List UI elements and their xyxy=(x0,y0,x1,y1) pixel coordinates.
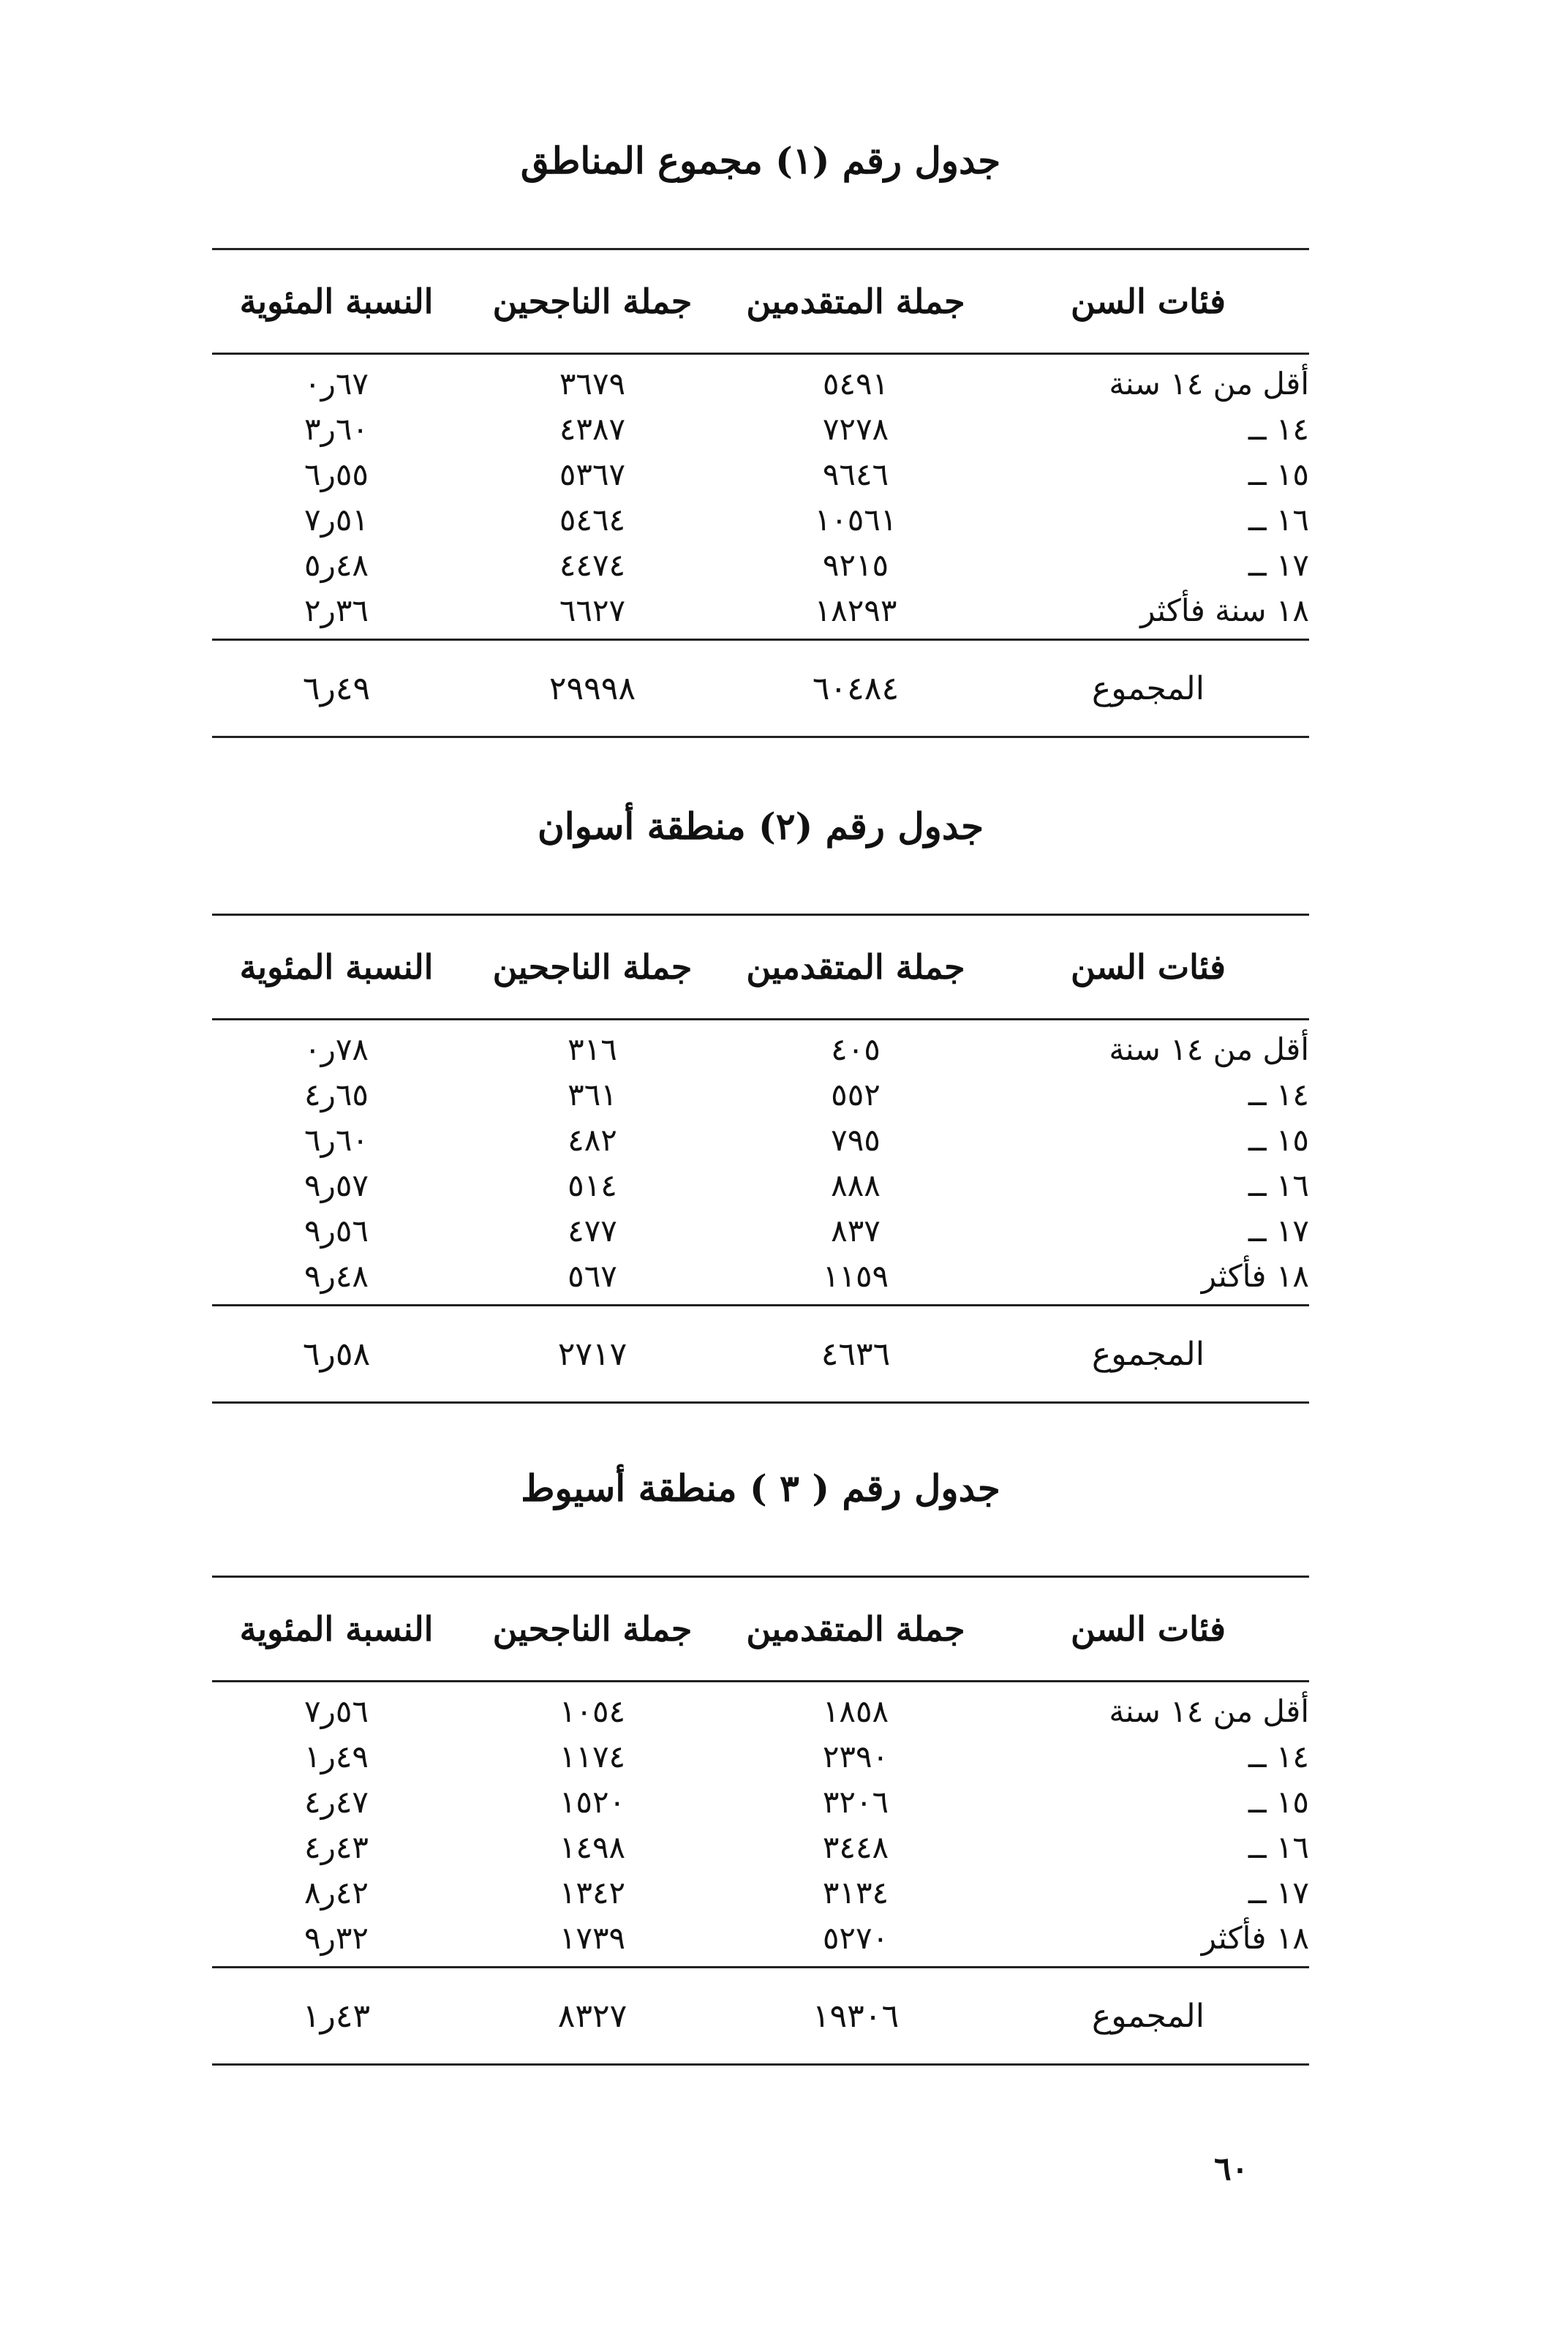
cell-age: ١٥ ــ xyxy=(1248,1783,1309,1820)
table-row xyxy=(212,1072,1309,1117)
cell-passed: ٣٦٧٩ xyxy=(559,365,626,402)
cell-percentage: ٤٣ر٤ xyxy=(304,1829,369,1865)
table-row xyxy=(212,451,1309,497)
cell-applicants: ٣٢٠٦ xyxy=(822,1783,889,1820)
header-applicants: جملة المتقدمين xyxy=(746,1609,965,1649)
table-row xyxy=(212,1824,1309,1870)
cell-age: ١٨ فأكثر xyxy=(1201,1257,1309,1294)
table-row xyxy=(212,1208,1309,1253)
total-label: المجموع xyxy=(1092,1997,1205,2035)
cell-applicants: ٥٥٢ xyxy=(831,1076,881,1113)
cell-age: أقل من ١٤ سنة xyxy=(1109,1031,1309,1067)
cell-age: ١٧ ــ xyxy=(1248,1874,1309,1911)
cell-age: أقل من ١٤ سنة xyxy=(1109,365,1309,402)
cell-applicants: ٩٦٤٦ xyxy=(822,456,889,492)
total-percentage: ٤٩ر٦ xyxy=(302,669,371,707)
header-passed: جملة الناجحين xyxy=(492,947,693,987)
table-row xyxy=(212,1162,1309,1208)
cell-passed: ٥١٤ xyxy=(568,1167,617,1203)
table-header xyxy=(212,250,1309,353)
table-row xyxy=(212,542,1309,587)
cell-percentage: ٣٦ر٢ xyxy=(304,592,369,628)
table-1-title: جدول رقم (١) مجموع المناطق xyxy=(520,139,1001,182)
cell-age: ١٤ ــ xyxy=(1248,1076,1309,1113)
cell-age: ١٦ ــ xyxy=(1248,1167,1309,1203)
cell-applicants: ١٨٢٩٣ xyxy=(814,592,897,628)
cell-age: ١٦ ــ xyxy=(1248,501,1309,538)
cell-age: ١٤ ــ xyxy=(1248,1738,1309,1774)
table-body xyxy=(212,1020,1309,1304)
cell-passed: ١١٧٤ xyxy=(559,1738,626,1774)
total-passed: ٢٧١٧ xyxy=(557,1335,627,1373)
cell-applicants: ٥٤٩١ xyxy=(822,365,889,402)
cell-percentage: ٦٠ر٦ xyxy=(304,1121,369,1158)
cell-percentage: ٣٢ر٩ xyxy=(304,1919,369,1956)
cell-applicants: ٨٣٧ xyxy=(831,1212,881,1249)
cell-age: ١٨ سنة فأكثر xyxy=(1140,592,1309,628)
table-total-row xyxy=(212,1968,1309,2063)
cell-passed: ٣١٦ xyxy=(568,1031,617,1067)
cell-applicants: ٤٠٥ xyxy=(831,1031,881,1067)
cell-age: ١٥ ــ xyxy=(1248,1121,1309,1158)
cell-age: ١٧ ــ xyxy=(1248,1212,1309,1249)
cell-passed: ٤٤٧٤ xyxy=(559,546,626,583)
table-total-row xyxy=(212,641,1309,736)
cell-passed: ٦٦٢٧ xyxy=(559,592,626,628)
table-bottom-rule xyxy=(212,736,1309,738)
cell-passed: ٥٣٦٧ xyxy=(559,456,626,492)
table-row xyxy=(212,1253,1309,1298)
cell-percentage: ٥٦ر٩ xyxy=(304,1212,369,1249)
cell-applicants: ٧٢٧٨ xyxy=(822,410,889,447)
cell-passed: ٥٦٧ xyxy=(568,1257,617,1294)
table-row xyxy=(212,1915,1309,1960)
cell-applicants: ٨٨٨ xyxy=(831,1167,881,1203)
cell-percentage: ٧٨ر٠ xyxy=(304,1031,369,1067)
table-body xyxy=(212,1682,1309,1966)
cell-percentage: ٦٧ر٠ xyxy=(304,365,369,402)
table-header xyxy=(212,916,1309,1018)
cell-passed: ٥٤٦٤ xyxy=(559,501,626,538)
cell-applicants: ٣٤٤٨ xyxy=(822,1829,889,1865)
total-percentage: ٥٨ر٦ xyxy=(302,1335,371,1373)
cell-percentage: ٦٥ر٤ xyxy=(304,1076,369,1113)
cell-percentage: ٥٥ر٦ xyxy=(304,456,369,492)
header-age-groups: فئات السن xyxy=(1070,1609,1226,1649)
table-total-row xyxy=(212,1306,1309,1401)
cell-percentage: ٥٧ر٩ xyxy=(304,1167,369,1203)
total-applicants: ١٩٣٠٦ xyxy=(812,1997,900,2035)
cell-applicants: ٢٣٩٠ xyxy=(822,1738,889,1774)
cell-age: ١٧ ــ xyxy=(1248,546,1309,583)
total-passed: ٢٩٩٩٨ xyxy=(549,669,636,707)
cell-percentage: ٦٠ر٣ xyxy=(304,410,369,447)
cell-applicants: ٣١٣٤ xyxy=(822,1874,889,1911)
header-age-groups: فئات السن xyxy=(1070,947,1226,987)
cell-passed: ١٤٩٨ xyxy=(559,1829,626,1865)
table-row xyxy=(212,1026,1309,1072)
table-bottom-rule xyxy=(212,2063,1309,2066)
cell-percentage: ٤٨ر٩ xyxy=(304,1257,369,1294)
cell-passed: ٤٣٨٧ xyxy=(559,410,626,447)
table-header xyxy=(212,1578,1309,1680)
header-applicants: جملة المتقدمين xyxy=(746,282,965,321)
table-bottom-rule xyxy=(212,1401,1309,1404)
cell-age: ١٤ ــ xyxy=(1248,410,1309,447)
header-applicants: جملة المتقدمين xyxy=(746,947,965,987)
header-age-groups: فئات السن xyxy=(1070,282,1226,321)
table-row xyxy=(212,1779,1309,1824)
cell-percentage: ٤٩ر١ xyxy=(304,1738,369,1774)
total-label: المجموع xyxy=(1092,1335,1205,1373)
cell-age: ١٥ ــ xyxy=(1248,456,1309,492)
table-row xyxy=(212,1117,1309,1162)
header-passed: جملة الناجحين xyxy=(492,282,693,321)
cell-passed: ٣٦١ xyxy=(568,1076,617,1113)
table-row xyxy=(212,497,1309,542)
table-row xyxy=(212,1734,1309,1779)
table-2 xyxy=(212,805,1309,1404)
cell-applicants: ١١٥٩ xyxy=(822,1257,889,1294)
page-number: ٦٠ xyxy=(1214,2150,1249,2188)
cell-percentage: ٤٢ر٨ xyxy=(304,1874,369,1911)
table-row xyxy=(212,587,1309,633)
total-applicants: ٦٠٤٨٤ xyxy=(812,669,900,707)
cell-passed: ١٥٢٠ xyxy=(559,1783,626,1820)
cell-passed: ٤٧٧ xyxy=(568,1212,617,1249)
header-percentage: النسبة المئوية xyxy=(239,947,434,987)
table-row xyxy=(212,1870,1309,1915)
cell-percentage: ٤٨ر٥ xyxy=(304,546,369,583)
total-passed: ٨٣٢٧ xyxy=(557,1997,627,2035)
table-1 xyxy=(212,139,1309,738)
cell-age: أقل من ١٤ سنة xyxy=(1109,1693,1309,1729)
header-percentage: النسبة المئوية xyxy=(239,1609,434,1649)
cell-passed: ١٧٣٩ xyxy=(559,1919,626,1956)
cell-age: ١٦ ــ xyxy=(1248,1829,1309,1865)
table-row xyxy=(212,1688,1309,1734)
header-percentage: النسبة المئوية xyxy=(239,282,434,321)
cell-applicants: ٩٢١٥ xyxy=(822,546,889,583)
cell-age: ١٨ فأكثر xyxy=(1201,1919,1309,1956)
total-percentage: ٤٣ر١ xyxy=(302,1997,371,2035)
cell-percentage: ٥١ر٧ xyxy=(304,501,369,538)
header-passed: جملة الناجحين xyxy=(492,1609,693,1649)
cell-passed: ٤٨٢ xyxy=(568,1121,617,1158)
cell-percentage: ٥٦ر٧ xyxy=(304,1693,369,1729)
table-3-title: جدول رقم ( ٣ ) منطقة أسيوط xyxy=(521,1467,1000,1510)
cell-percentage: ٤٧ر٤ xyxy=(304,1783,369,1820)
cell-passed: ١٠٥٤ xyxy=(559,1693,626,1729)
table-2-title: جدول رقم (٢) منطقة أسوان xyxy=(538,805,984,848)
cell-applicants: ١٠٥٦١ xyxy=(814,501,897,538)
table-row xyxy=(212,361,1309,406)
total-label: المجموع xyxy=(1092,669,1205,707)
total-applicants: ٤٦٣٦ xyxy=(821,1335,891,1373)
cell-applicants: ٥٢٧٠ xyxy=(822,1919,889,1956)
table-3 xyxy=(212,1467,1309,2066)
table-body xyxy=(212,355,1309,639)
table-row xyxy=(212,406,1309,451)
cell-passed: ١٣٤٢ xyxy=(559,1874,626,1911)
cell-applicants: ٧٩٥ xyxy=(831,1121,881,1158)
cell-applicants: ١٨٥٨ xyxy=(822,1693,889,1729)
